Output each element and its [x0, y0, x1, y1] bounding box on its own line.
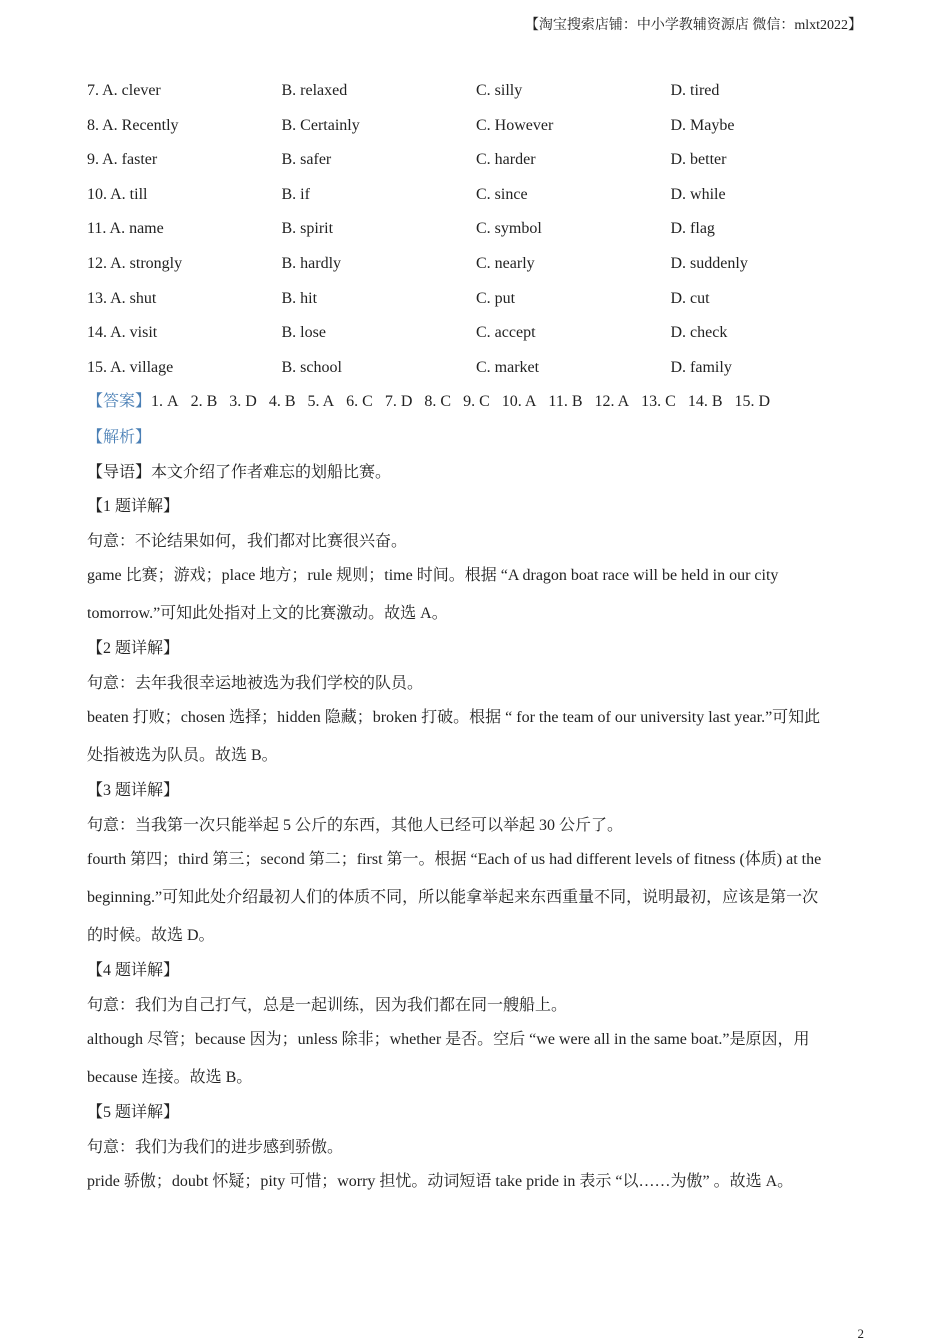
answer-item: 7. D: [384, 393, 413, 410]
answer-item: 10. A: [501, 393, 537, 410]
option-cell: C. harder: [476, 151, 536, 169]
answer-item: 5. A: [307, 393, 335, 410]
option-cell: 7. A. clever: [87, 82, 161, 99]
option-cell: B. Certainly: [281, 116, 360, 134]
option-cell: B. lose: [281, 324, 326, 342]
answer-item: 8. C: [424, 393, 452, 410]
option-cell: C. since: [476, 185, 528, 203]
answer-item: 9. C: [463, 393, 490, 410]
answer-item: 12. A: [594, 393, 630, 410]
option-cell: 13. A. shut: [87, 289, 157, 307]
option-row: [87, 287, 877, 322]
option-cell: C. symbol: [476, 220, 542, 238]
intro-text: 【导语】本文介绍了作者难忘的划船比赛。: [87, 464, 392, 481]
q1-line2: tomorrow.”可知此处指对上文的比赛激动。故选 A。: [87, 605, 448, 622]
option-row: [87, 356, 877, 391]
option-cell: 8. A. Recently: [87, 116, 179, 134]
answer-list: [151, 393, 782, 410]
answer-line: [87, 390, 782, 414]
answer-item: 1. A: [151, 393, 179, 410]
answer-item: 6. C: [346, 393, 373, 410]
answer-item: 13. C: [641, 393, 676, 410]
option-cell: C. However: [476, 116, 554, 134]
answer-item: 3. D: [229, 393, 257, 410]
answer-item: 2. B: [190, 393, 218, 410]
q3-line2: beginning.”可知此处介绍最初人们的体质不同，所以能拿举起来东西重量不同，说明最初，应该是第一次: [87, 889, 819, 906]
option-row: [87, 183, 877, 218]
option-cell: B. spirit: [281, 220, 334, 238]
options-table: [87, 79, 877, 390]
option-cell: 11. A. name: [87, 220, 164, 238]
option-cell: C. nearly: [476, 254, 535, 272]
option-cell: D. while: [670, 185, 726, 203]
option-cell: C. silly: [476, 82, 523, 99]
q5-line1: pride 骄傲；doubt 怀疑；pity 可惜；worry 担忧。动词短语 take pride in 表示 “以……为傲” 。故选 A。: [87, 1173, 794, 1190]
q1-sentence: 句意：不论结果如何，我们都对比赛很兴奋。: [87, 533, 408, 550]
answer-item: 14. B: [687, 393, 723, 410]
q1-line1: game 比赛；游戏；place 地方；rule 规则；time 时间。根据 “A dragon boat race will be held in our city: [87, 567, 779, 584]
option-row: [87, 217, 877, 252]
option-cell: C. put: [476, 289, 516, 307]
option-cell: 14. A. visit: [87, 324, 158, 342]
option-cell: D. suddenly: [670, 254, 748, 272]
q4-sentence: 句意：我们为自己打气，总是一起训练，因为我们都在同一艘船上。: [87, 997, 568, 1014]
analysis-tag: 【解析】: [87, 429, 152, 446]
q3-title: 【3 题详解】: [87, 782, 180, 799]
option-cell: D. better: [670, 151, 727, 169]
option-cell: D. tired: [670, 82, 720, 99]
option-cell: C. accept: [476, 324, 536, 342]
q3-line3: 的时候。故选 D。: [87, 927, 215, 944]
option-cell: 12. A. strongly: [87, 254, 183, 272]
q2-title: 【2 题详解】: [87, 640, 180, 657]
option-cell: D. cut: [670, 289, 710, 307]
q4-title: 【4 题详解】: [87, 962, 180, 979]
q3-line1: fourth 第四；third 第三；second 第二；first 第一。根据 “Each of us had different levels of fitness (体质) at the: [87, 851, 822, 868]
option-cell: B. school: [281, 358, 342, 376]
option-cell: 15. A. village: [87, 358, 174, 376]
option-cell: B. relaxed: [281, 82, 348, 99]
option-row: [87, 252, 877, 287]
option-row: [87, 114, 877, 149]
option-cell: C. market: [476, 358, 540, 376]
q2-sentence: 句意：去年我很幸运地被选为我们学校的队员。: [87, 675, 424, 692]
option-cell: 9. A. faster: [87, 151, 158, 169]
option-row: [87, 148, 877, 183]
q5-sentence: 句意：我们为我们的进步感到骄傲。: [87, 1139, 344, 1156]
q5-title: 【5 题详解】: [87, 1104, 180, 1121]
option-cell: B. hardly: [281, 254, 342, 272]
answer-tag: 【答案】: [87, 393, 152, 410]
option-cell: 10. A. till: [87, 185, 148, 203]
answer-item: 4. B: [268, 393, 296, 410]
option-cell: B. hit: [281, 289, 318, 307]
answer-item: 15. D: [734, 393, 771, 410]
option-row: [87, 321, 877, 356]
page-header: 【淘宝搜索店铺：中小学教辅资源店 微信：mlxt2022】: [524, 18, 862, 33]
page-number: 2: [857, 1326, 864, 1341]
option-cell: D. Maybe: [670, 116, 735, 134]
q4-line2: because 连接。故选 B。: [87, 1069, 253, 1086]
option-row: [87, 79, 877, 114]
option-cell: D. flag: [670, 220, 715, 238]
option-cell: B. if: [281, 185, 310, 203]
option-cell: D. check: [670, 324, 728, 342]
q3-sentence: 句意：当我第一次只能举起 5 公斤的东西，其他人已经可以举起 30 公斤了。: [87, 817, 624, 834]
q2-line1: beaten 打败；chosen 选择；hidden 隐藏；broken 打破。根据 “ for the team of our university last year.”可知此: [87, 709, 821, 726]
q4-line1: although 尽管；because 因为；unless 除非；whether 是否。空后 “we were all in the same boat.”是原因，用: [87, 1031, 810, 1048]
q1-title: 【1 题详解】: [87, 498, 180, 515]
option-cell: D. family: [670, 358, 732, 376]
option-cell: B. safer: [281, 151, 332, 169]
q2-line2: 处指被选为队员。故选 B。: [87, 747, 278, 764]
answer-item: 11. B: [548, 393, 583, 410]
